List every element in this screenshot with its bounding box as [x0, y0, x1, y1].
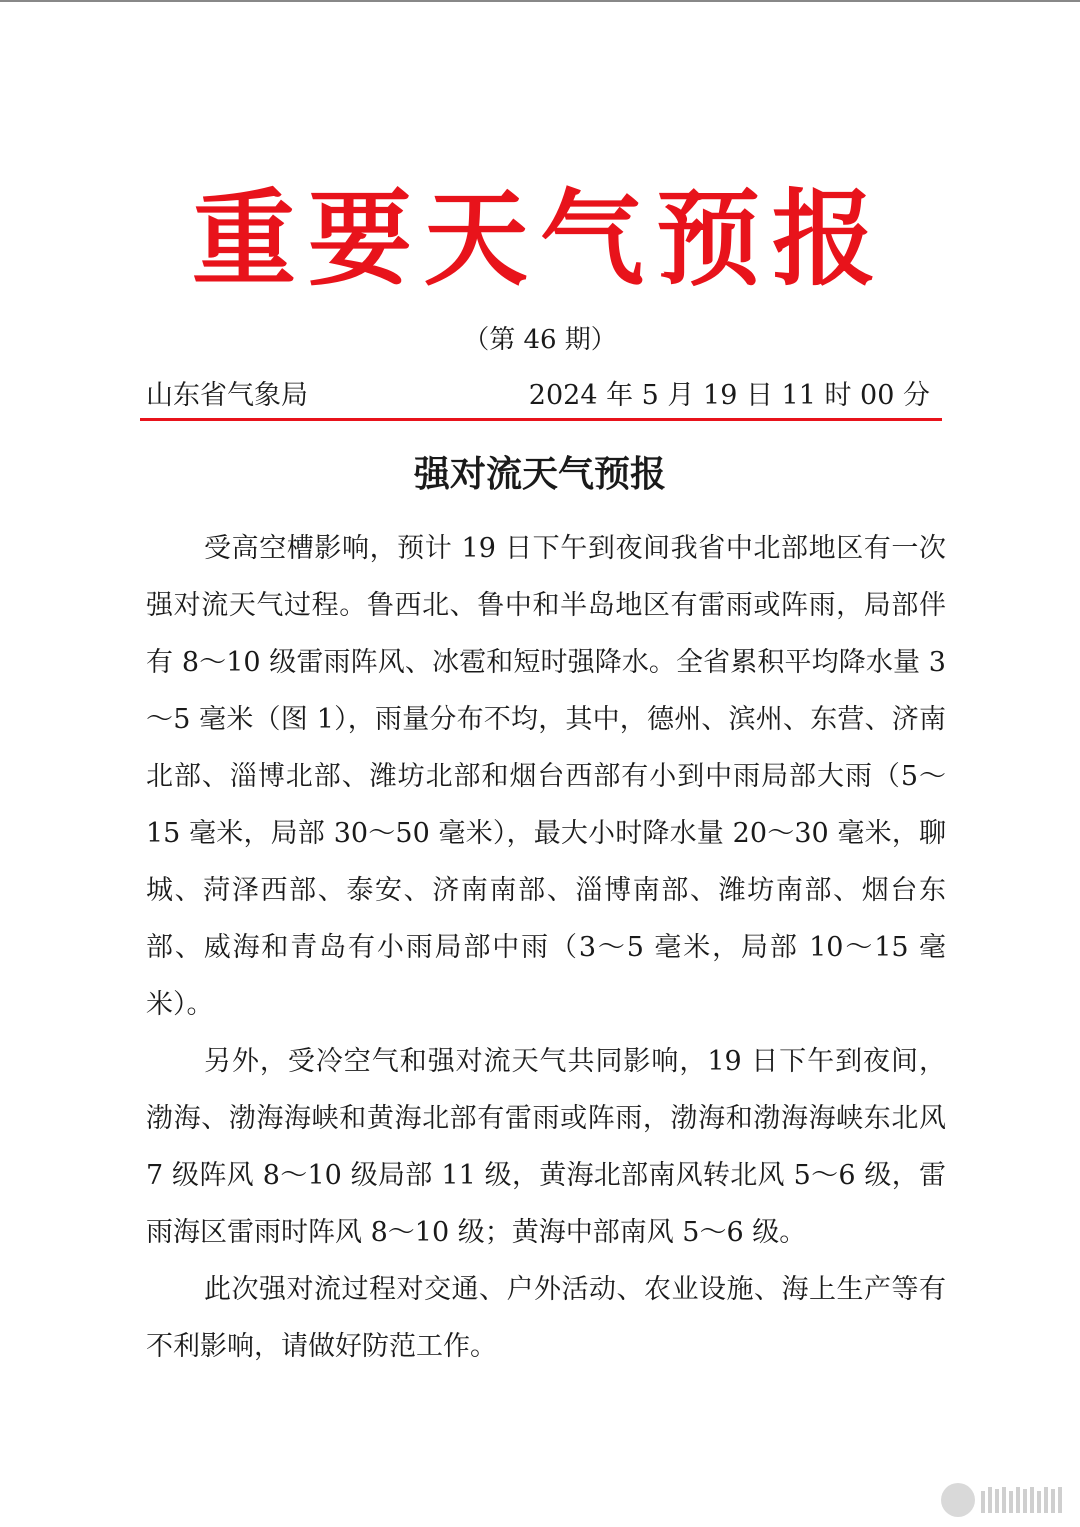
document-title: 强对流天气预报 — [413, 454, 666, 495]
platform-watermark-icon — [941, 1483, 1062, 1517]
issuer-row — [146, 378, 940, 418]
paragraph: 此次强对流过程对交通、户外活动、农业设施、海上生产等有不利影响，请做好防范工作。 — [146, 1274, 946, 1362]
masthead-title: 重要天气预报 — [191, 178, 888, 300]
paragraph: 受高空槽影响，预计 19 日下午到夜间我省中北部地区有一次强对流天气过程。鲁西北、鲁中和半岛地区有雷雨或阵雨，局部伴有 8～10 级雷雨阵风、冰雹和短时强降水。全省累积平均降水量 3～5 毫米（图 1），雨量分布不均，其中，德州、滨州、东营、济南北部、淄博北部、潍坊北部和烟台西部有小到中雨局部大雨（5～15 毫米，局部 30～50 毫米），最大小时降水量 20～30 毫米，聊城、菏泽西部、泰安、济南南部、淄博南部、潍坊南部、烟台东部、威海和青岛有小雨局部中雨（3～5 毫米，局部 10～15 毫米）。 — [146, 533, 946, 1020]
watermark-bars — [981, 1487, 1062, 1513]
watermark-dot — [941, 1483, 975, 1517]
issue-number: （第 46 期） — [463, 325, 617, 355]
top-border — [0, 0, 1080, 2]
issuer-name: 山东省气象局 — [146, 380, 308, 411]
red-divider — [140, 418, 942, 421]
issue-datetime: 2024 年 5 月 19 日 11 时 00 分 — [528, 380, 930, 411]
document-body — [146, 520, 946, 1375]
paragraph: 另外，受冷空气和强对流天气共同影响，19 日下午到夜间，渤海、渤海海峡和黄海北部有雷雨或阵雨，渤海和渤海海峡东北风 7 级阵风 8～10 级局部 11 级，黄海北部南风转北风 5～6 级，雷雨海区雷雨时阵风 8～10 级；黄海中部南风 5～6 级。 — [146, 1046, 946, 1248]
